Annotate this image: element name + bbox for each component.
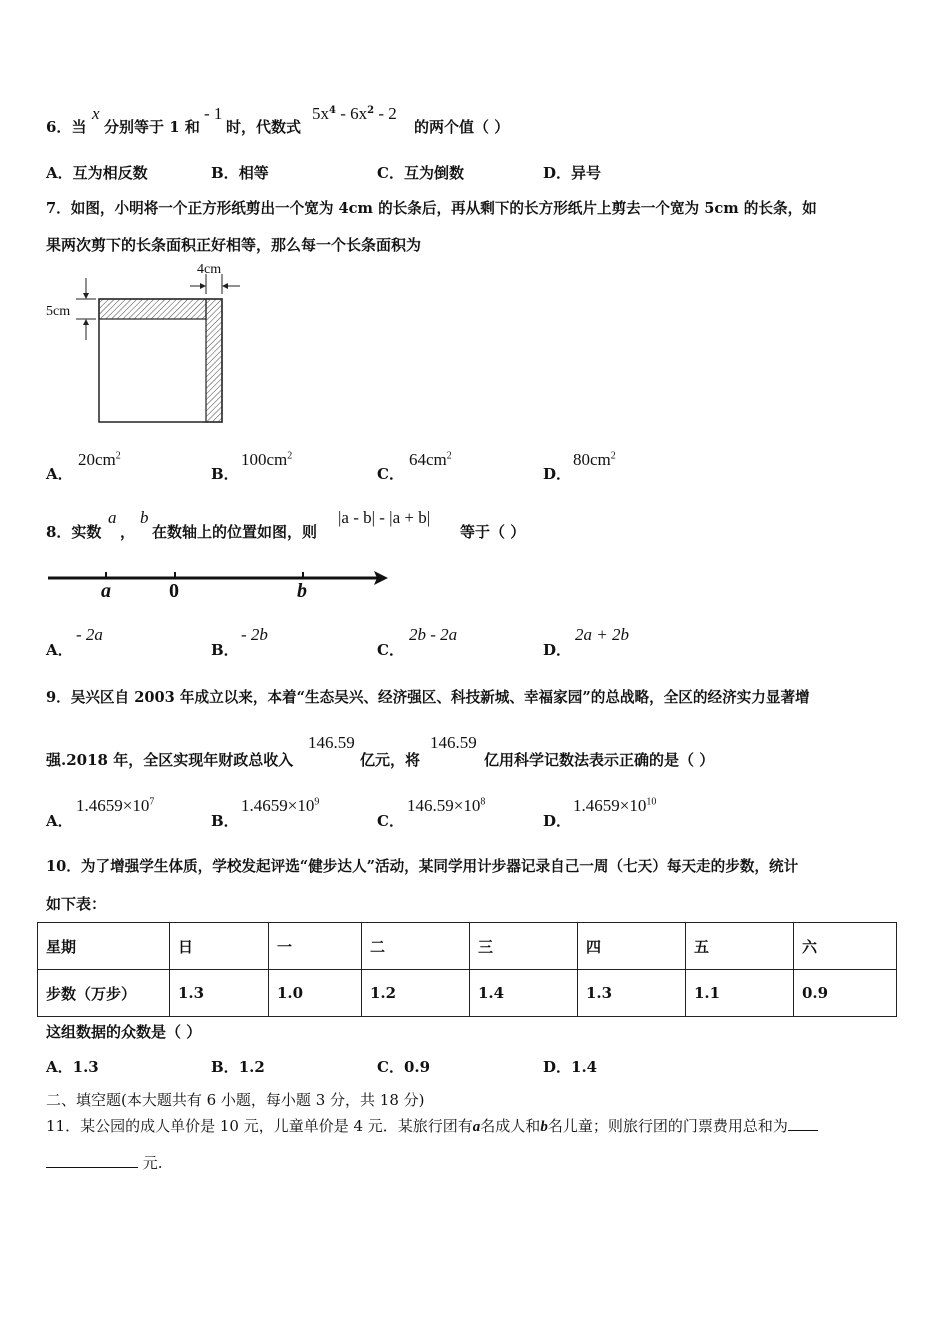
table-cell: 三 <box>470 923 578 970</box>
q6-var-x: x <box>92 104 100 123</box>
q11-var-a: a <box>472 1119 481 1135</box>
q8-expression: |a - b| - |a + b| <box>338 508 431 527</box>
q7-figure <box>40 260 260 430</box>
table-cell: 1.0 <box>269 970 362 1017</box>
q6-option-a[interactable]: A．互为相反数 <box>46 164 148 182</box>
q11-stem: 11．某公园的成人单价是 10 元，儿童单价是 4 元．某旅行团有a名成人和b名儿童；则旅行团的门票费用总和为 <box>46 1115 818 1136</box>
table-cell: 日 <box>170 923 269 970</box>
q10-stem-line2: 如下表： <box>46 895 107 913</box>
q9-stem-line1: 9．吴兴区自 2003 年成立以来，本着“生态吴兴、经济强区、科技新城、幸福家园”的总战略，全区的经济实力显著增 <box>46 689 810 706</box>
q6-option-c[interactable]: C．互为倒数 <box>377 164 464 182</box>
q10-option-d[interactable]: D．1.4 <box>543 1058 598 1076</box>
table-cell: 一 <box>269 923 362 970</box>
q7-strip-horizontal <box>99 299 206 319</box>
q6-value: - 1 <box>204 104 223 123</box>
table-cell: 二 <box>362 923 470 970</box>
q6-option-b[interactable]: B．相等 <box>211 164 269 182</box>
q7-label-4cm: 4cm <box>197 262 222 277</box>
q9-number-2: 146.59 <box>430 733 477 752</box>
table-cell: 六 <box>794 923 897 970</box>
table-cell: 1.3 <box>170 970 269 1017</box>
q10-stem-line1: 10．为了增强学生体质，学校发起评选“健步达人”活动，某同学用计步器记录自己一周（七天）每天走的步数，统计 <box>46 858 799 875</box>
q6-expression: $5x^4 - 6x^2 - 2$ <box>312 104 397 123</box>
section-2-heading: 二、填空题(本大题共有 6 小题，每小题 3 分，共 18 分) <box>46 1091 425 1109</box>
q6-number: 6． <box>46 118 72 136</box>
table-row <box>38 923 897 970</box>
q8-axis-label-0: 0 <box>169 580 179 602</box>
q8-number-line <box>40 565 400 610</box>
table-cell: 0.9 <box>794 970 897 1017</box>
table-cell: 1.2 <box>362 970 470 1017</box>
table-cell: 1.1 <box>686 970 794 1017</box>
q6-option-d[interactable]: D．异号 <box>543 164 602 182</box>
q9-number-1: 146.59 <box>308 733 355 752</box>
q10-question: 这组数据的众数是（ ） <box>46 1023 202 1041</box>
table-cell: 四 <box>578 923 686 970</box>
table-row <box>38 970 897 1017</box>
q10-option-b[interactable]: B．1.2 <box>211 1058 265 1076</box>
table-cell: 星期 <box>38 923 170 970</box>
q10-steps-table <box>37 922 897 1017</box>
q11-var-b: b <box>540 1119 548 1135</box>
table-cell: 1.3 <box>578 970 686 1017</box>
q11-answer-blank-1[interactable] <box>788 1116 818 1131</box>
q7-label-5cm: 5cm <box>46 304 71 319</box>
q10-option-c[interactable]: C．0.9 <box>377 1058 431 1076</box>
table-cell: 1.4 <box>470 970 578 1017</box>
q7-stem-line1: 7．如图，小明将一个正方形纸剪出一个宽为 4cm 的长条后，再从剩下的长方形纸片上剪去一个宽为 5cm 的长条，如 <box>46 200 817 217</box>
q8-axis-label-b: b <box>297 580 307 602</box>
q11-answer-blank-2[interactable] <box>46 1153 138 1168</box>
q8-var-a: a <box>108 508 117 527</box>
q8-axis-label-a: a <box>101 580 111 602</box>
q10-option-a[interactable]: A．1.3 <box>46 1058 99 1076</box>
q11-stem-end: 元. <box>46 1152 163 1173</box>
table-cell: 步数（万步） <box>38 970 170 1017</box>
q7-strip-vertical <box>206 299 222 422</box>
q7-stem-line2: 果两次剪下的长条面积正好相等，那么每一个长条面积为 <box>46 236 422 254</box>
table-cell: 五 <box>686 923 794 970</box>
q8-var-b: b <box>140 508 149 527</box>
